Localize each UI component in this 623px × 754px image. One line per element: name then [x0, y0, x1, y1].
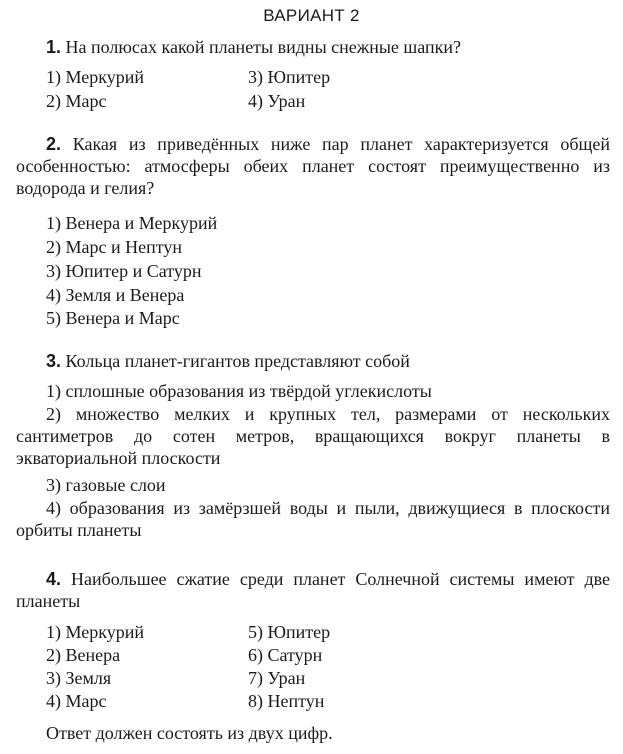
answer-option: 8) Нептун: [248, 691, 325, 711]
answer-option: 4) Марс: [46, 691, 107, 711]
page-title: ВАРИАНТ 2: [263, 6, 360, 25]
answer-option: 2) Марс и Нептун: [46, 237, 182, 257]
answer-option: 1) Меркурий: [46, 622, 145, 642]
answer-option: 3) Юпитер и Сатурн: [46, 261, 202, 281]
question-1: [16, 36, 610, 58]
answer-option: 3) Земля: [46, 668, 112, 688]
question-number: 3.: [46, 351, 62, 371]
answer-option: 7) Уран: [248, 668, 306, 688]
answer-option: 2) Марс: [46, 91, 107, 111]
question-4: [16, 568, 610, 612]
answer-option: 5) Венера и Марс: [46, 308, 180, 328]
question-number: 1.: [46, 37, 62, 57]
answer-option: 4) Уран: [248, 91, 306, 111]
answer-option: 1) Меркурий: [46, 67, 145, 87]
answer-note: Ответ должен состоять из двух цифр.: [46, 723, 333, 743]
answer-option: 3) Юпитер: [248, 67, 331, 87]
question-2: [16, 133, 610, 199]
question-number: 2.: [46, 134, 62, 154]
answer-option: 2) множество мелких и крупных тел, размерами от нескольких сантиметров до сотен метров, вращающихся вокруг планеты в экваториальной плоскости: [16, 404, 610, 468]
question-text: Наибольшее сжатие среди планет Солнечной системы имеют две планеты: [16, 569, 611, 611]
answer-option: 1) сплошные образования из твёрдой углекислоты: [46, 381, 432, 401]
answer-option: 6) Сатурн: [248, 645, 323, 665]
question-number: 4.: [46, 569, 62, 589]
answer-option: 4) Земля и Венера: [46, 285, 185, 305]
question-text: На полюсах какой планеты видны снежные шапки?: [65, 37, 462, 57]
question-3: [16, 350, 610, 372]
answer-option: 3) газовые слои: [46, 475, 166, 495]
question-text: Какая из приведённых ниже пар планет характеризуется общей особенностью: атмосферы обеих планет состоят преимущественно из водорода и гелия?: [16, 134, 611, 198]
question-text: Кольца планет-гигантов представляют собой: [65, 351, 410, 371]
answer-option: 2) Венера: [46, 645, 121, 665]
answer-option: 1) Венера и Меркурий: [46, 213, 218, 233]
answer-option: 5) Юпитер: [248, 622, 331, 642]
answer-option: 4) образования из замёрзшей воды и пыли, движущиеся в плоскости орбиты планеты: [16, 498, 610, 540]
